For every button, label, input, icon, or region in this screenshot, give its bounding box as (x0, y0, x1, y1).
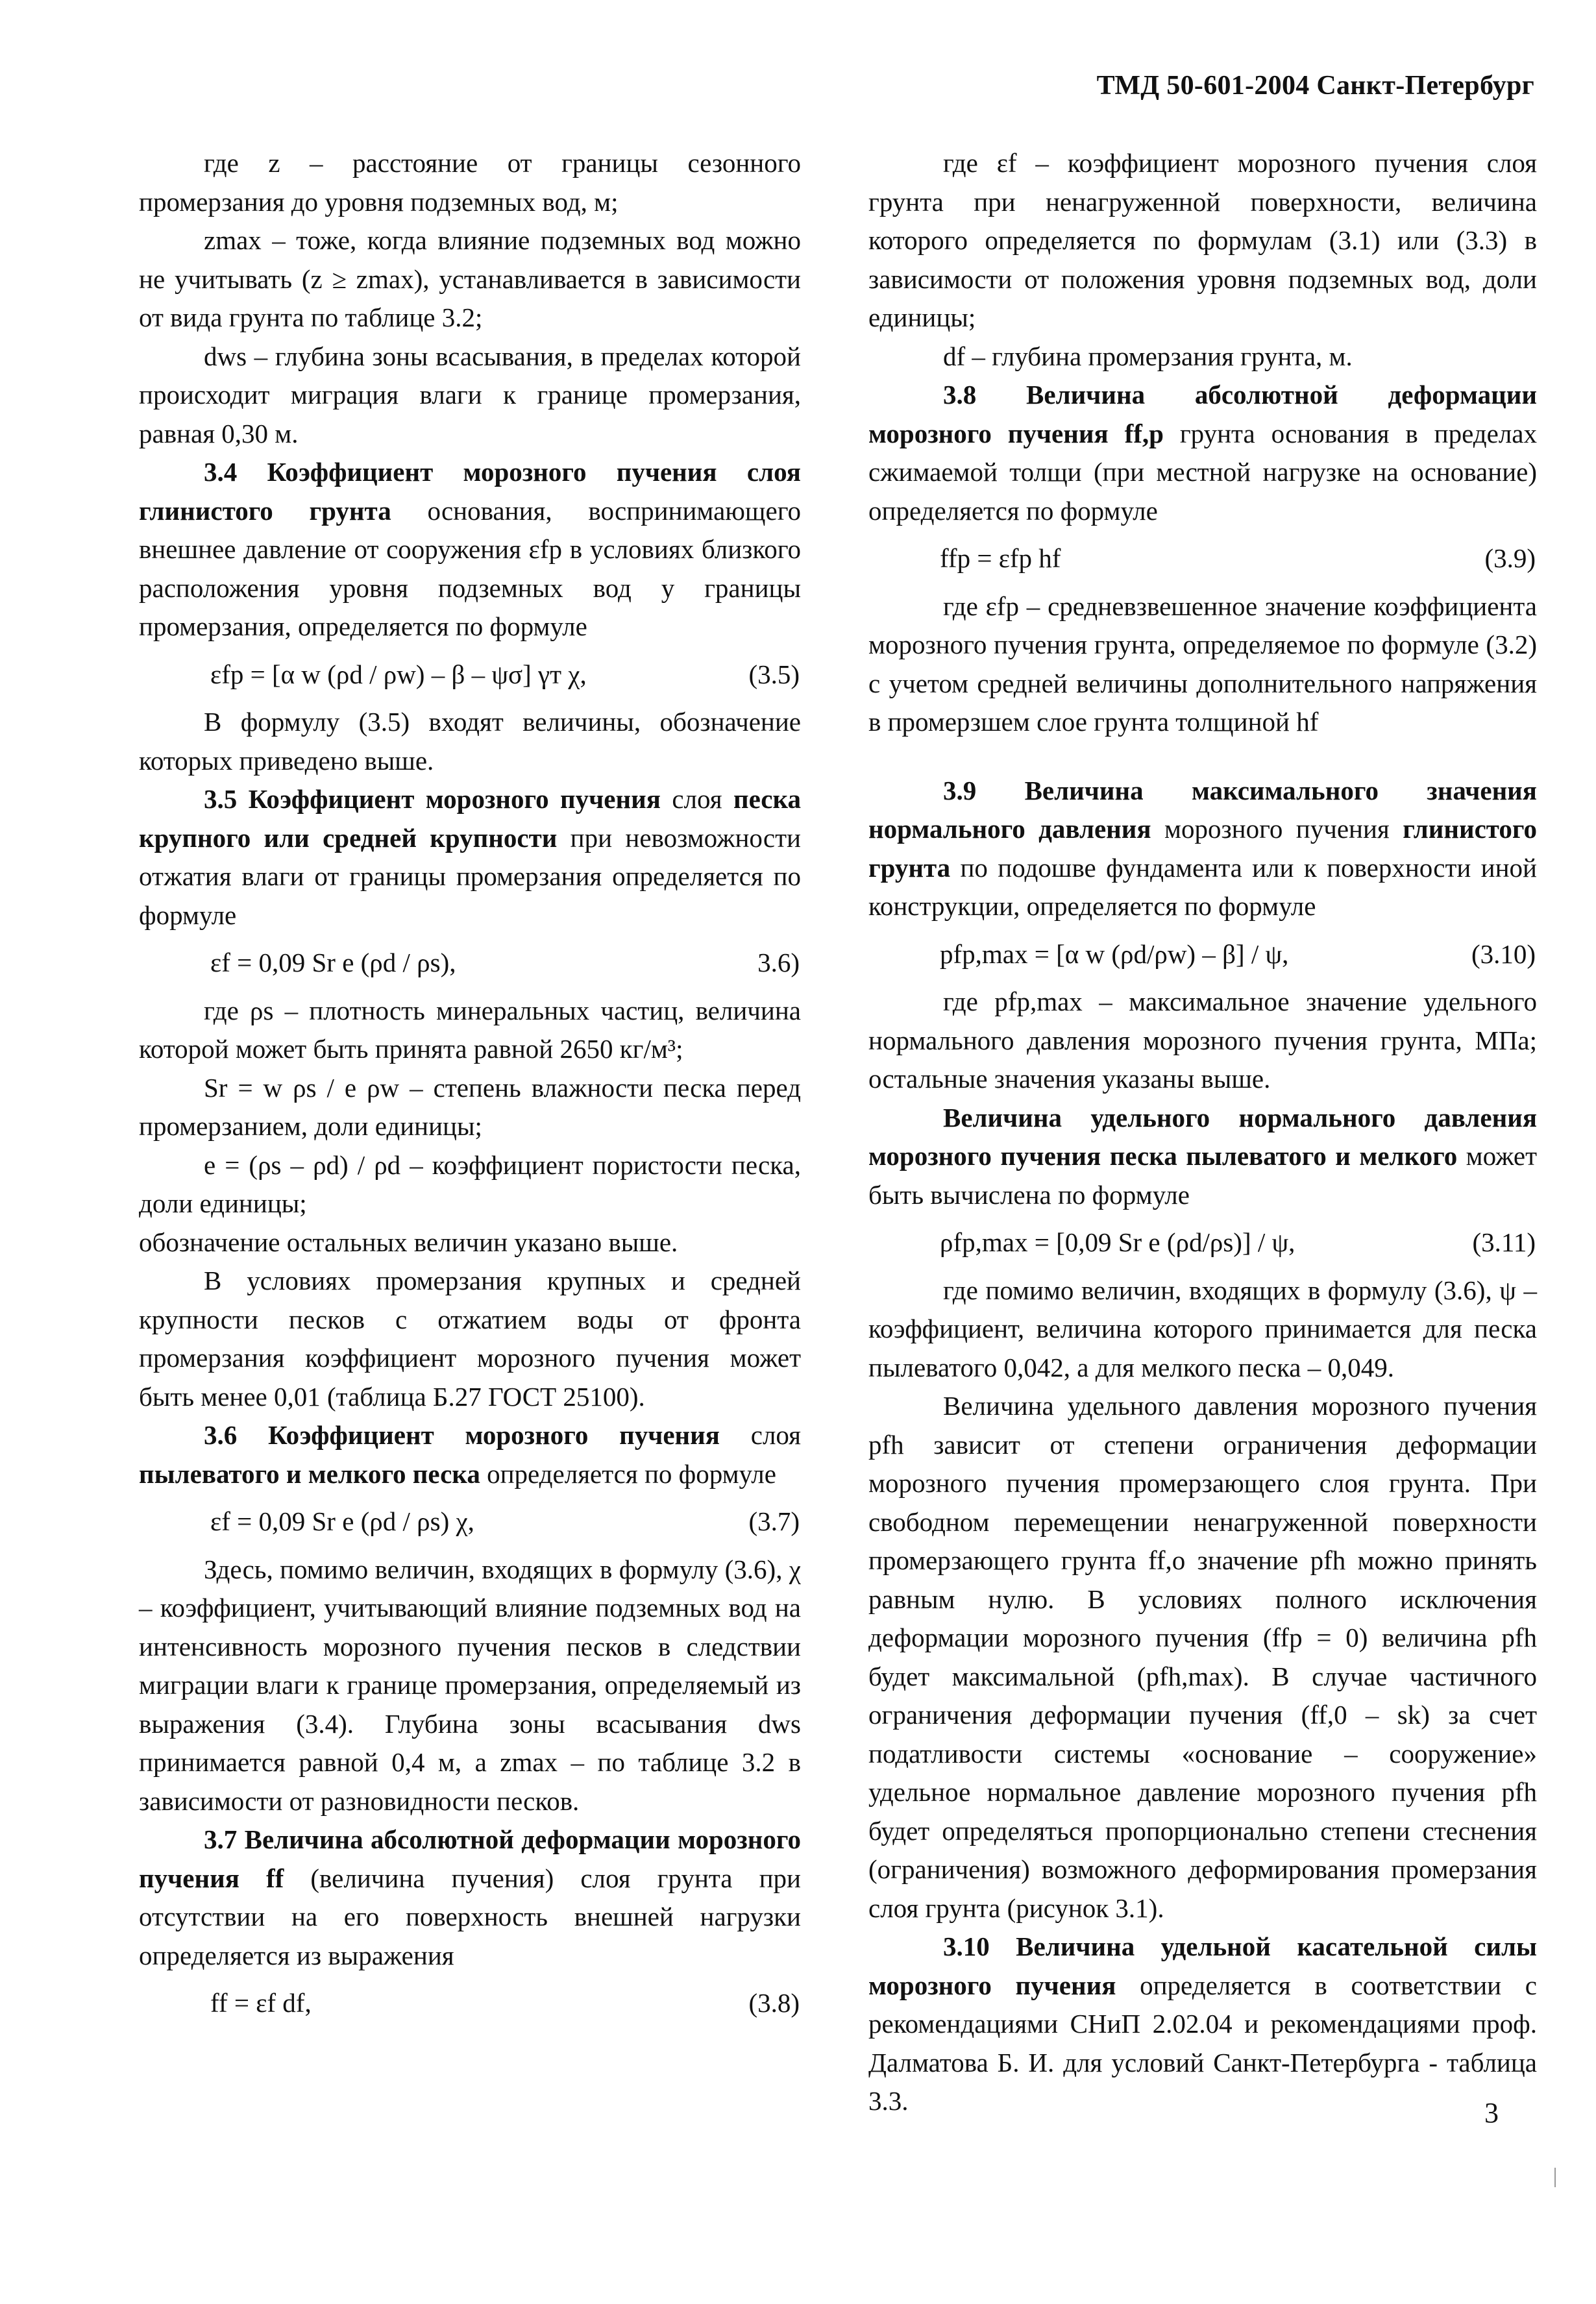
formula-expression: pfp,max = [α w (ρd/ρw) – β] / ψ, (940, 938, 1289, 969)
paragraph: где ρs – плотность минеральных частиц, величина которой может быть принята равной 2650 кг/м³; (139, 995, 801, 1064)
paragraph: Величина удельного давления морозного пучения pfh зависит от степени ограничения деформации морозного пучения промерзающего слоя грунта. При свободном перемещении ненагруженной поверхности промерзающего грунта ff,o значение pfh можно принять равным нулю. В условиях полного исключения деформации морозного пучения (ffp = 0) величина pfh будет максимальной (pfh,max). В случае частичного ограничения деформации пучения (ff,0 – sk) за счет податливости системы «основание – сооружение» удельное нормальное давление морозного пучения pfh будет определяться пропорционально степени стеснения (ограничения) возможного деформирования промерзания слоя грунта (рисунок 3.1). (868, 1391, 1537, 1923)
section-3-8 (868, 376, 1537, 530)
paragraph: где εfp – средневзвешенное значение коэффициента морозного пучения грунта, определяемое по формуле (3.2) с учетом средней величины дополнительного напряжения в промерзшем слое грунта толщиной hf (868, 591, 1537, 737)
equation-number: (3.7) (748, 1506, 800, 1536)
section-3-10 (868, 1928, 1537, 2121)
equation-number: (3.8) (748, 1988, 800, 2018)
formula-3-8 (139, 1984, 801, 2023)
section-3-9 (868, 772, 1537, 926)
equation-number: (3.10) (1471, 938, 1536, 969)
formula-expression: ffp = εfp hf (940, 543, 1061, 573)
section-title: 3.8 Величина абсолютной деформации морозного пучения ff,p (868, 380, 1537, 448)
section-text: основания, воспринимающего внешнее давление от сооружения εfp в условиях близкого расположения уровня подземных вод у границы промерзания, определяется по формуле (139, 495, 801, 641)
equation-number: 3.6) (757, 948, 800, 977)
formula-expression: εf = 0,09 Sr e (ρd / ρs), (210, 948, 456, 977)
paragraph: обозначение остальных величин указано выше. (139, 1227, 678, 1257)
formula-3-11 (868, 1223, 1537, 1262)
formula-3-5 (139, 656, 801, 694)
formula-expression: ff = εf df, (210, 1988, 312, 2018)
paragraph: Здесь, помимо величин, входящих в формулу (3.6), χ – коэффициент, учитывающий влияние подземных вод на интенсивность морозного пучения песков в следствии миграции влаги к границе промерзания, определяемый из выражения (3.4). Глубина зоны всасывания dws принимается равной 0,4 м, а zmax – по таблице 3.2 в зависимости от разновидности песков. (139, 1554, 801, 1816)
page-number: 3 (1484, 2097, 1499, 2129)
formula-expression: ρfp,max = [0,09 Sr e (ρd/ρs)] / ψ, (940, 1227, 1295, 1257)
section-text: определяется в соответствии с рекомендациями СНиП 2.02.04 и рекомендациями проф. Далматова Б. И. для условий Санкт-Петербурга - таблица 3.3. (868, 1970, 1537, 2116)
section-title-bold: пылеватого и мелкого песка (139, 1458, 480, 1489)
section-3-5 (139, 780, 801, 935)
equation-number: (3.5) (748, 659, 800, 689)
section-title-bold: песка крупного или средней крупности (139, 784, 801, 853)
formula-3-9 (868, 539, 1537, 578)
section-title: 3.6 Коэффициент морозного пучения (204, 1420, 720, 1450)
section-text: может быть вычислена по формуле (868, 1141, 1538, 1210)
formula-expression: εfp = [α w (ρd / ρw) – β – ψσ] γт χ, (210, 659, 587, 689)
formula-3-6 (139, 944, 801, 983)
paragraph: Sr = w ρs / e ρw – степень влажности песка перед промерзанием, доли единицы; (139, 1072, 801, 1141)
paragraph: где pfp,max – максимальное значение удельного нормального давления морозного пучения грунта, МПа; остальные значения указаны выше. (868, 987, 1537, 1094)
formula-3-10 (868, 935, 1537, 974)
formula-3-7 (139, 1502, 801, 1541)
section-title: Величина удельного нормального давления морозного пучения песка пылеватого и мелкого (868, 1102, 1537, 1171)
equation-number: (3.9) (1484, 543, 1536, 573)
section-title: 3.5 Коэффициент морозного пучения (204, 784, 661, 814)
right-column (868, 144, 1537, 2121)
spacer (868, 742, 1537, 772)
section-title: 3.4 Коэффициент морозного пучения слоя глинистого грунта (139, 457, 801, 526)
paragraph: В формулу (3.5) входят величины, обозначение которых приведено выше. (139, 707, 801, 776)
scan-mark (1554, 2168, 1556, 2187)
paragraph: где z – расстояние от границы сезонного промерзания до уровня подземных вод, м; (139, 148, 801, 217)
section-title: 3.10 Величина удельной касательной силы морозного пучения (868, 1931, 1537, 2000)
section-title-bold: глинистого грунта (868, 814, 1537, 883)
section-text: слоя (720, 1420, 801, 1450)
section-text: по подошве фундамента или к поверхности иной конструкции, определяется по формуле (868, 852, 1537, 921)
section-text: морозного пучения (1151, 814, 1403, 844)
paragraph: где помимо величин, входящих в формулу (3.6), ψ – коэффициент, величина которого принимается для песка пылеватого 0,042, а для мелкого песка – 0,049. (868, 1275, 1537, 1382)
section-title: 3.7 Величина абсолютной деформации морозного пучения ff (139, 1824, 801, 1893)
section-title: 3.9 Величина максимального значения нормального давления (868, 775, 1537, 844)
section-text: при невозможности отжатия влаги от границы промерзания определяется по формуле (139, 822, 801, 930)
section-text: слоя (660, 784, 733, 814)
paragraph: dws – глубина зоны всасывания, в пределах которой происходит миграция влаги к границе промерзания, равная 0,30 м. (139, 341, 801, 448)
left-column (139, 144, 801, 2032)
page-header: ТМД 50-601-2004 Санкт-Петербург (1096, 71, 1534, 101)
formula-expression: εf = 0,09 Sr e (ρd / ρs) χ, (210, 1506, 474, 1536)
section-text: (величина пучения) слоя грунта при отсутствии на его поверхность внешней нагрузки определяется из выражения (139, 1863, 801, 1970)
paragraph: e = (ρs – ρd) / ρd – коэффициент пористости песка, доли единицы; (139, 1149, 801, 1218)
paragraph: zmax – тоже, когда влияние подземных вод можно не учитывать (z ≥ zmax), устанавливается в зависимости от вида грунта по таблице 3.2; (139, 225, 801, 332)
section-3-7 (139, 1820, 801, 1975)
paragraph: В условиях промерзания крупных и средней крупности песков с отжатием воды от фронта промерзания коэффициент морозного пучения может быть менее 0,01 (таблица Б.27 ГОСТ 25100). (139, 1266, 801, 1412)
section-text: грунта основания в пределах сжимаемой толщи (при местной нагрузке на основание) определяется по формуле (868, 418, 1537, 526)
section-text: определяется по формуле (480, 1458, 776, 1489)
equation-number: (3.11) (1472, 1227, 1536, 1257)
paragraph: где εf – коэффициент морозного пучения слоя грунта при ненагруженной поверхности, величина которого определяется по формулам (3.1) или (3.3) в зависимости от положения уровня подземных вод, доли единицы; (868, 148, 1537, 332)
section-3-6 (139, 1416, 801, 1493)
section-sand-pressure (868, 1099, 1537, 1215)
paragraph: df – глубина промерзания грунта, м. (943, 341, 1353, 371)
section-3-4 (139, 453, 801, 646)
